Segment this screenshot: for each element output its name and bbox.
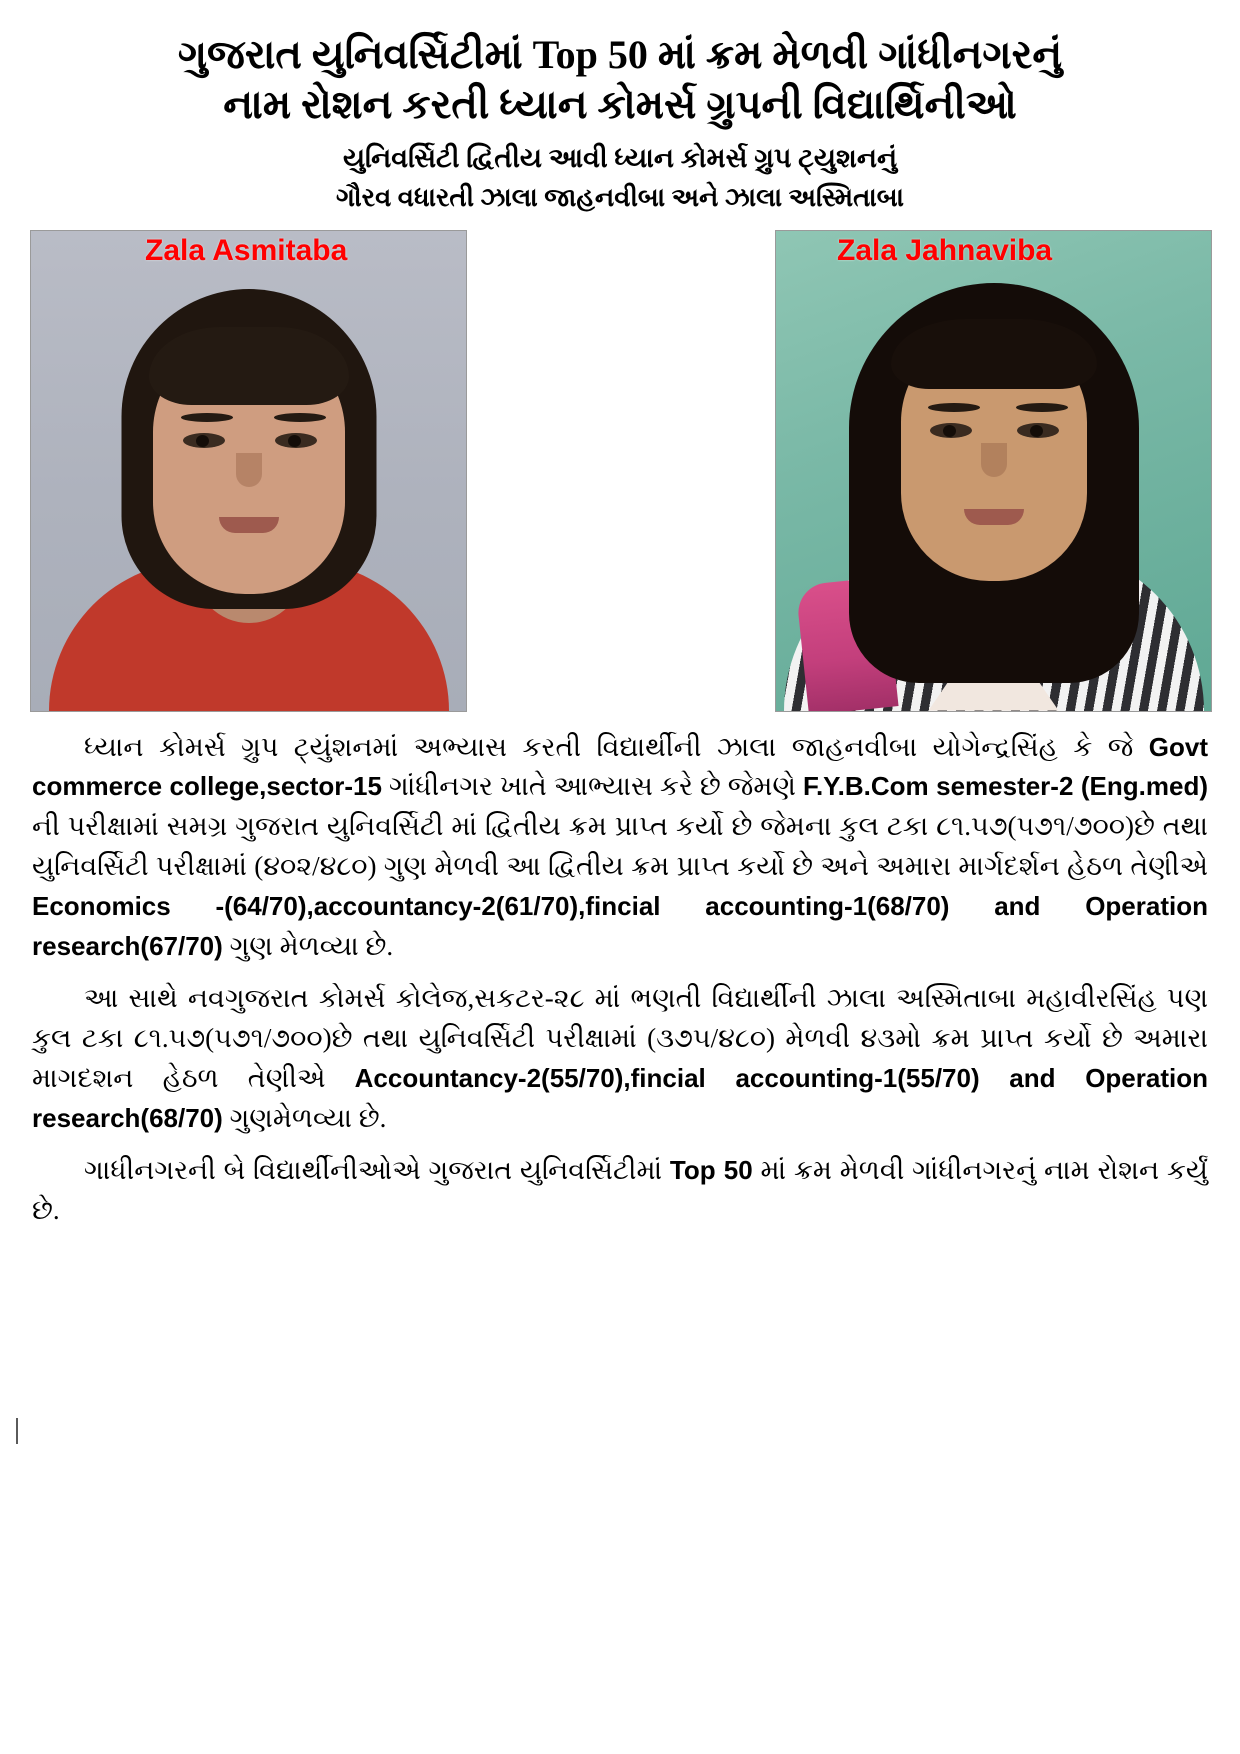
para3-run-1: ગાધીનગરની બે વિદ્યાર્થીનીઓએ ગુજરાત યુનિવર્સિટીમાં	[84, 1155, 670, 1186]
para1-run-2: Govt commerce college,sector-15	[32, 731, 1208, 802]
headline-line-1: ગુજરાત યુનિવર્સિટીમાં Top 50 માં ક્રમ મેળવી ગાંધીનગરનું	[177, 32, 1063, 77]
article-paragraph-1	[32, 728, 1208, 968]
article-paragraph-2	[32, 979, 1208, 1139]
photo-caption-asmitaba: Zala Asmitaba	[145, 233, 348, 267]
subheadline-line-2: ગૌરવ વધારતી ઝાલા જાહનવીબા અને ઝાલા અસ્મિતાબા	[335, 183, 905, 213]
headline-line-2: નામ રોશન કરતી ધ્યાન કોમર્સ ગ્રુપની વિદ્યાર્થિનીઓ	[223, 82, 1017, 127]
portrait-jahnaviba-image	[775, 230, 1212, 712]
scan-artifact-mark	[16, 1418, 18, 1444]
para2-run-3: ગુણમેળવ્યા છે.	[222, 1103, 387, 1134]
para1-run-4: F.Y.B.Com semester-2 (Eng.med)	[802, 771, 1208, 802]
para1-run-1: ધ્યાન કોમર્સ ગ્રુપ ટ્યુંશનમાં અભ્યાસ કરતી વિદ્યાર્થીની ઝાલા જાહનવીબા યોગેન્દ્રસિંહ કે જે	[84, 731, 1149, 762]
subheadline-line-1: યુનિવર્સિટી દ્વિતીય આવી ધ્યાન કોમર્સ ગ્રુપ ટ્યુશનનું	[342, 143, 898, 173]
para2-run-2: Accountancy-2(55/70),fincial accounting-1(55/70) and Operation research(68/70)	[32, 1063, 1208, 1134]
photo-block-asmitaba	[30, 230, 465, 712]
para1-run-7: ગુણ મેળવ્યા છે.	[222, 931, 394, 962]
para1-run-5: ની પરીક્ષામાં સમગ્ર ગુજરાત યુનિવર્સિટી માં દ્વિતીય ક્રમ પ્રાપ્ત કર્યો છે જેમના કુલ ટકા ૮૧.૫૭(૫૭૧/૭૦૦)છે તથા યુનિવર્સિટી પરીક્ષામાં (૪૦૨/૪૮૦) ગુણ મેળવી આ દ્વિતીય ક્રમ પ્રાપ્ત કર્યો છે અને અમારા માર્ગદર્શન હેઠળ તેણીએ	[32, 811, 1208, 882]
para1-run-3: ગાંધીનગર ખાતે આભ્યાસ કરે છે જેમણે	[381, 771, 803, 802]
photo-row	[22, 230, 1218, 712]
para3-run-3: માં ક્રમ મેળવી ગાંધીનગરનું નામ રોશન કર્યું છે.	[32, 1155, 1208, 1226]
photo-block-jahnaviba	[775, 230, 1210, 712]
article-paragraph-3	[32, 1151, 1208, 1231]
portrait-asmitaba-image	[30, 230, 467, 712]
article-body	[22, 728, 1218, 1231]
para1-run-6: Economics -(64/70),accountancy-2(61/70),fincial accounting-1(68/70) and Operation research(67/70)	[32, 891, 1208, 962]
para3-run-2: Top 50	[669, 1155, 753, 1186]
photo-caption-jahnaviba: Zala Jahnaviba	[837, 233, 1053, 267]
para2-run-1: આ સાથે નવગુજરાત કોમર્સ કોલેજ,સકટર-૨૮ માં ભણતી વિદ્યાર્થીની ઝાલા અસ્મિતાબા મહાવીરસિંહ પણ કુલ ટકા ૮૧.૫૭(૫૭૧/૭૦૦)છે તથા યુનિવર્સિટી પરીક્ષામાં (૩૭૫/૪૮૦) મેળવી ૪૩મો ક્રમ પ્રાપ્ત કર્યો છે અમારા માગદશન હેઠળ તેણીએ	[32, 983, 1208, 1094]
